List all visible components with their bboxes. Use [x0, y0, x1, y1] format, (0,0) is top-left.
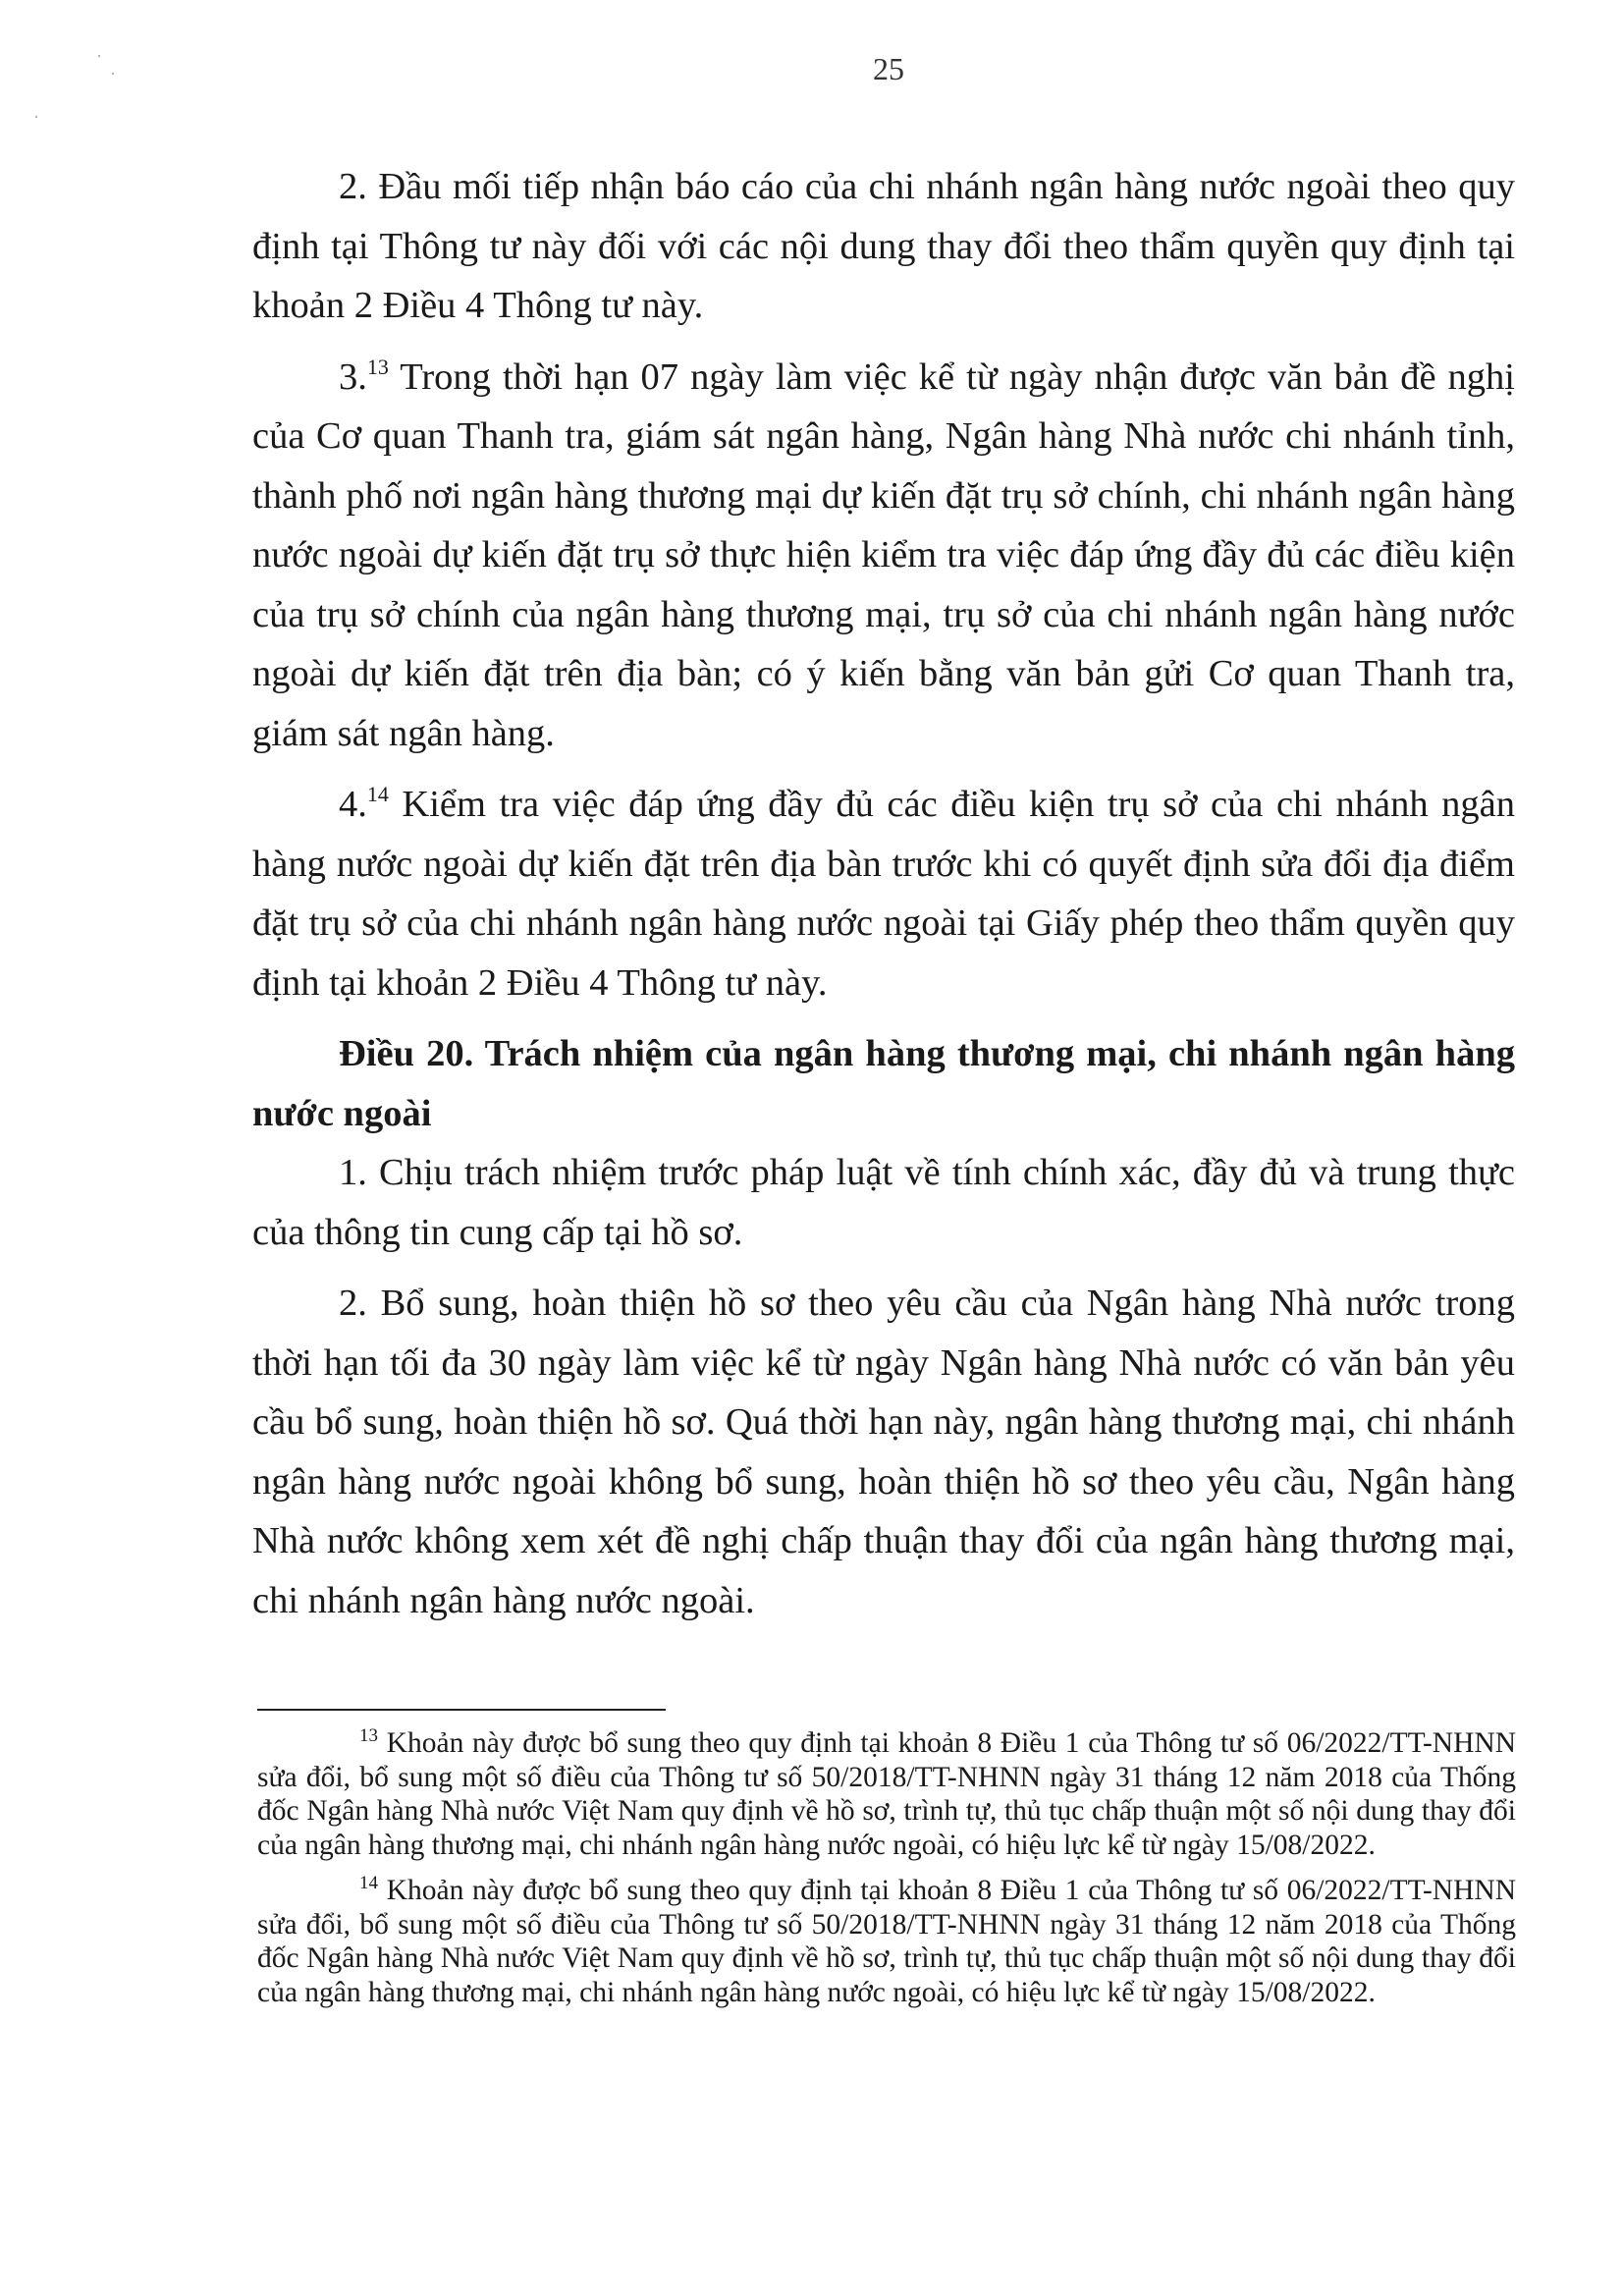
- footnote-mark: 13: [359, 1725, 378, 1746]
- footnote-ref-13: 13: [366, 354, 389, 379]
- article-20-clause-2: 2. Bổ sung, hoàn thiện hồ sơ theo yêu cầu của Ngân hàng Nhà nước trong thời hạn tối đa 30 ngày làm việc kể từ ngày Ngân hàng Nhà nước có văn bản yêu cầu bổ sung, hoàn thiện hồ sơ. Quá thời hạn này, ngân hàng thương mại, chi nhánh ngân hàng nước ngoài không bổ sung, hoàn thiện hồ sơ theo yêu cầu, Ngân hàng Nhà nước không xem xét đề nghị chấp thuận thay đổi của ngân hàng thương mại, chi nhánh ngân hàng nước ngoài.: [252, 1283, 1515, 1621]
- page-number: 25: [873, 51, 904, 86]
- paragraph-number: 4.: [339, 784, 367, 825]
- document-body: [252, 157, 1515, 1630]
- footnote-13: [257, 1726, 1516, 1862]
- footnote-ref-14: 14: [366, 782, 389, 806]
- paragraph-number: 3.: [339, 355, 367, 398]
- footnote-text: Khoản này được bổ sung theo quy định tại khoản 8 Điều 1 của Thông tư số 06/2022/TT-NHNN sửa đổi, bổ sung một số điều của Thông tư số 50/2018/TT-NHNN ngày 31 tháng 12 năm 2018 của Thống đốc Ngân hàng Nhà nước Việt Nam quy định về hồ sơ, trình tự, thủ tục chấp thuận một số nội dung thay đổi của ngân hàng thương mại, chi nhánh ngân hàng nước ngoài, có hiệu lực kể từ ngày 15/08/2022.: [257, 1727, 1516, 1861]
- footnote-separator: [257, 1709, 666, 1711]
- paragraph-3: [252, 348, 1515, 764]
- paragraph-text: 2. Đầu mối tiếp nhận báo cáo của chi nhánh ngân hàng nước ngoài theo quy định tại Thông tư này đối với các nội dung thay đổi theo thẩm quyền quy định tại khoản 2 Điều 4 Thông tư này.: [252, 166, 1515, 326]
- paragraph-text: Trong thời hạn 07 ngày làm việc kể từ ngày nhận được văn bản đề nghị của Cơ quan Thanh tra, giám sát ngân hàng, Ngân hàng Nhà nước chi nhánh tỉnh, thành phố nơi ngân hàng thương mại dự kiến đặt trụ sở chính, chi nhánh ngân hàng nước ngoài dự kiến đặt trụ sở thực hiện kiểm tra việc đáp ứng đầy đủ các điều kiện của trụ sở chính của ngân hàng thương mại, trụ sở của chi nhánh ngân hàng nước ngoài dự kiến đặt trên địa bàn; có ý kiến bằng văn bản gửi Cơ quan Thanh tra, giám sát ngân hàng.: [252, 355, 1515, 754]
- footnote-text: Khoản này được bổ sung theo quy định tại khoản 8 Điều 1 của Thông tư số 06/2022/TT-NHNN sửa đổi, bổ sung một số điều của Thông tư số 50/2018/TT-NHNN ngày 31 tháng 12 năm 2018 của Thống đốc Ngân hàng Nhà nước Việt Nam quy định về hồ sơ, trình tự, thủ tục chấp thuận một số nội dung thay đổi của ngân hàng thương mại, chi nhánh ngân hàng nước ngoài, có hiệu lực kể từ ngày 15/08/2022.: [257, 1875, 1516, 2008]
- paragraph-text: Kiểm tra việc đáp ứng đầy đủ các điều kiện trụ sở của chi nhánh ngân hàng nước ngoài dự kiến đặt trên địa bàn trước khi có quyết định sửa đổi địa điểm đặt trụ sở của chi nhánh ngân hàng nước ngoài tại Giấy phép theo thẩm quyền quy định tại khoản 2 Điều 4 Thông tư này.: [252, 784, 1515, 1004]
- article-20-clause-1: 1. Chịu trách nhiệm trước pháp luật về tính chính xác, đầy đủ và trung thực của thông tin cung cấp tại hồ sơ.: [252, 1152, 1515, 1253]
- footnote-14: [257, 1874, 1516, 2009]
- footnotes: [257, 1726, 1516, 2009]
- article-20-heading: Điều 20. Trách nhiệm của ngân hàng thương mại, chi nhánh ngân hàng nước ngoài: [252, 1033, 1515, 1134]
- footnote-mark: 14: [359, 1873, 378, 1893]
- paragraph-2: [252, 157, 1515, 336]
- paragraph-4: [252, 775, 1515, 1012]
- scan-speck: [35, 116, 37, 118]
